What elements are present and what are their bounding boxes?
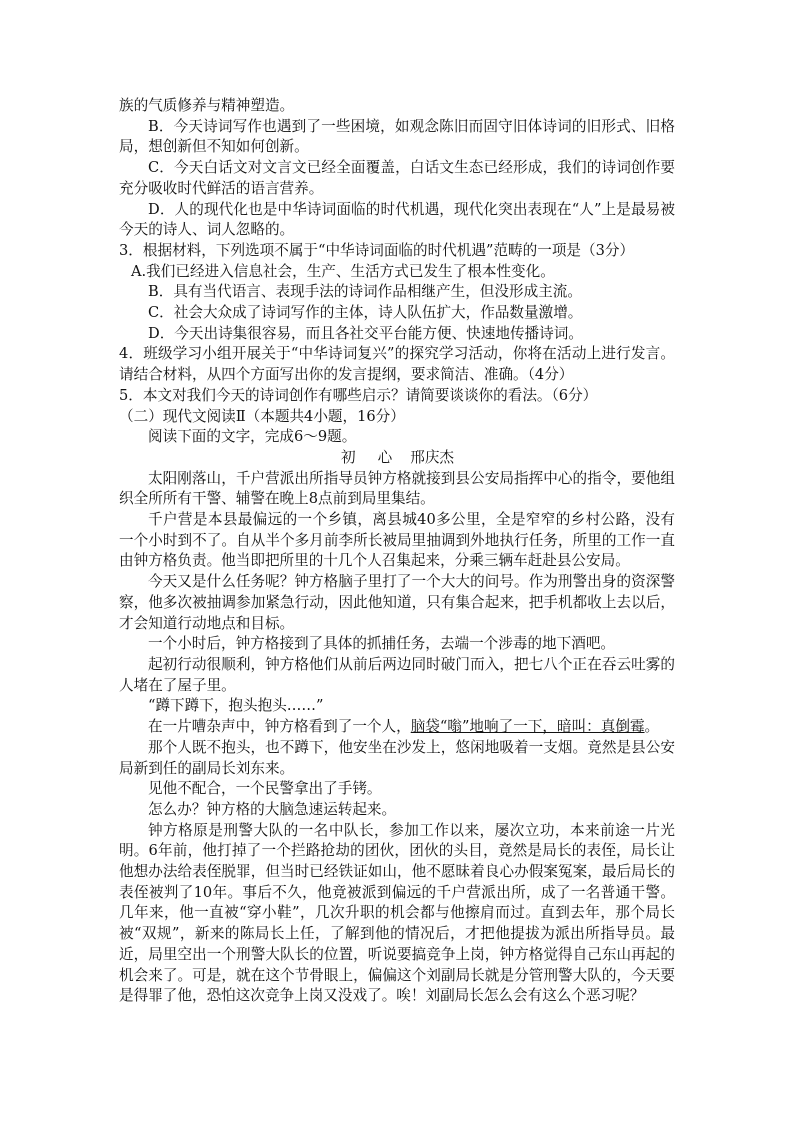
story-title-char-2: 心: [377, 448, 393, 466]
question-3-option-a: A.我们已经进入信息社会，生产、生活方式已发生了根本性变化。: [131, 262, 555, 280]
question-3-option-c: C．社会大众成了诗词写作的主体，诗人队伍扩大，作品数量激增。: [148, 304, 583, 322]
question-3-option-d: D．今天出诗集很容易，而且各社交平台能方便、快速地传播诗词。: [148, 324, 583, 342]
story-paragraph: 怎么办？钟方格的大脑急速运转起来。: [148, 800, 397, 818]
text-run: 在一片嘈杂声中，钟方格看到了一个人，: [148, 718, 411, 736]
story-paragraph: [119, 717, 675, 738]
question-3-option-b: B．具有当代语言、表现手法的诗词作品相继产生，但没形成主流。: [148, 283, 582, 301]
story-paragraph: “蹲下蹲下，抱头抱头……”: [148, 697, 324, 715]
story-paragraph: 那个人既不抱头，也不蹲下，他安坐在沙发上，悠闲地吸着一支烟。竟然是县公安局新到任的副局长刘东来。: [119, 738, 675, 777]
story-paragraph: 起初行动很顺利，钟方格他们从前后两边同时破门而入，把七八个正在吞云吐雾的人堵在了屋子里。: [119, 655, 675, 694]
story-paragraph: 一个小时后，钟方格接到了具体的抓捕任务，去端一个涉毒的地下酒吧。: [148, 635, 616, 653]
text-run: 。: [644, 718, 660, 736]
option-d: D．人的现代化也是中华诗词面临的时代机遇，现代化突出表现在“人”上是最易被今天的诗人、词人忽略的。: [119, 200, 675, 239]
story-paragraph: 见他不配合，一个民警拿出了手铐。: [148, 780, 382, 798]
document-page: [119, 96, 675, 1007]
section-heading: （二）现代文阅读Ⅱ（本题共4小题，16分）: [119, 407, 405, 425]
underlined-text: 脑袋“嗡”地响了一下，暗叫：真倒霉: [410, 718, 645, 736]
paragraph: 族的气质修养与精神塑造。: [119, 97, 295, 114]
story-title-char-1: 初: [341, 448, 356, 466]
story-author: 邢庆杰: [410, 448, 455, 466]
question-3-stem: 3．根据材料，下列选项不属于“中华诗词面临的时代机遇”范畴的一项是（3分）: [119, 241, 635, 259]
reading-instruction: 阅读下面的文字，完成6～9题。: [148, 428, 357, 446]
story-paragraph: 千户营是本县最偏远的一个乡镇，离县城40多公里，全是窄窄的乡村公路，没有一个小时到不了。自从半个多月前李所长被局里抽调到外地执行任务，所里的工作一直由钟方格负责。他当即把所里的十几个人召集起来，分乘三辆车赶赴县公安局。: [119, 511, 675, 570]
story-paragraph: 钟方格原是刑警大队的一名中队长，参加工作以来，屡次立功，本来前途一片光明。6年前，他打掉了一个拦路抢劫的团伙，团伙的头目，竟然是局长的表侄，局长让他想办法给表侄脱罪，但当时已经铁证如山，他不愿昧着良心办假案冤案，最后局长的表侄被判了10年。事后不久，他竟被派到偏远的千户营派出所，成了一名普通干警。几年来，他一直被“穿小鞋”，几次升职的机会都与他擦肩而过。直到去年，那个局长被“双规”，新来的陈局长上任，了解到他的情况后，才把他提拔为派出所指导员。最近，局里空出一个刑警大队长的位置，听说要搞竞争上岗，钟方格觉得自己东山再起的机会来了。可是，就在这个节骨眼上，偏偏这个刘副局长就是分管刑警大队的，今天要是得罪了他，恐怕这次竞争上岗又没戏了。唉！刘副局长怎么会有这么个恶习呢？: [119, 821, 675, 1005]
question-5: 5．本文对我们今天的诗词创作有哪些启示？请简要谈谈你的看法。（6分）: [119, 386, 598, 404]
story-paragraph: 今天又是什么任务呢？钟方格脑子里打了一个大大的问号。作为刑警出身的资深警察，他多次被抽调参加紧急行动，因此他知道，只有集合起来，把手机都收上去以后，才会知道行动地点和目标。: [119, 573, 675, 632]
story-title-line: [119, 448, 675, 469]
option-b: B．今天诗词写作也遇到了一些困境，如观念陈旧而固守旧体诗词的旧形式、旧格局，想创新但不知如何创新。: [119, 117, 675, 156]
option-c: C．今天白话文对文言文已经全面覆盖，白话文生态已经形成，我们的诗词创作要充分吸收时代鲜活的语言营养。: [119, 159, 675, 197]
story-paragraph: 太阳刚落山，千户营派出所指导员钟方格就接到县公安局指挥中心的指令，要他组织全所所有干警、辅警在晚上8点前到局里集结。: [119, 469, 675, 508]
question-4: 4．班级学习小组开展关于“中华诗词复兴”的探究学习活动，你将在活动上进行发言。请结合材料，从四个方面写出你的发言提纲，要求简洁、准确。（4分）: [119, 345, 675, 384]
